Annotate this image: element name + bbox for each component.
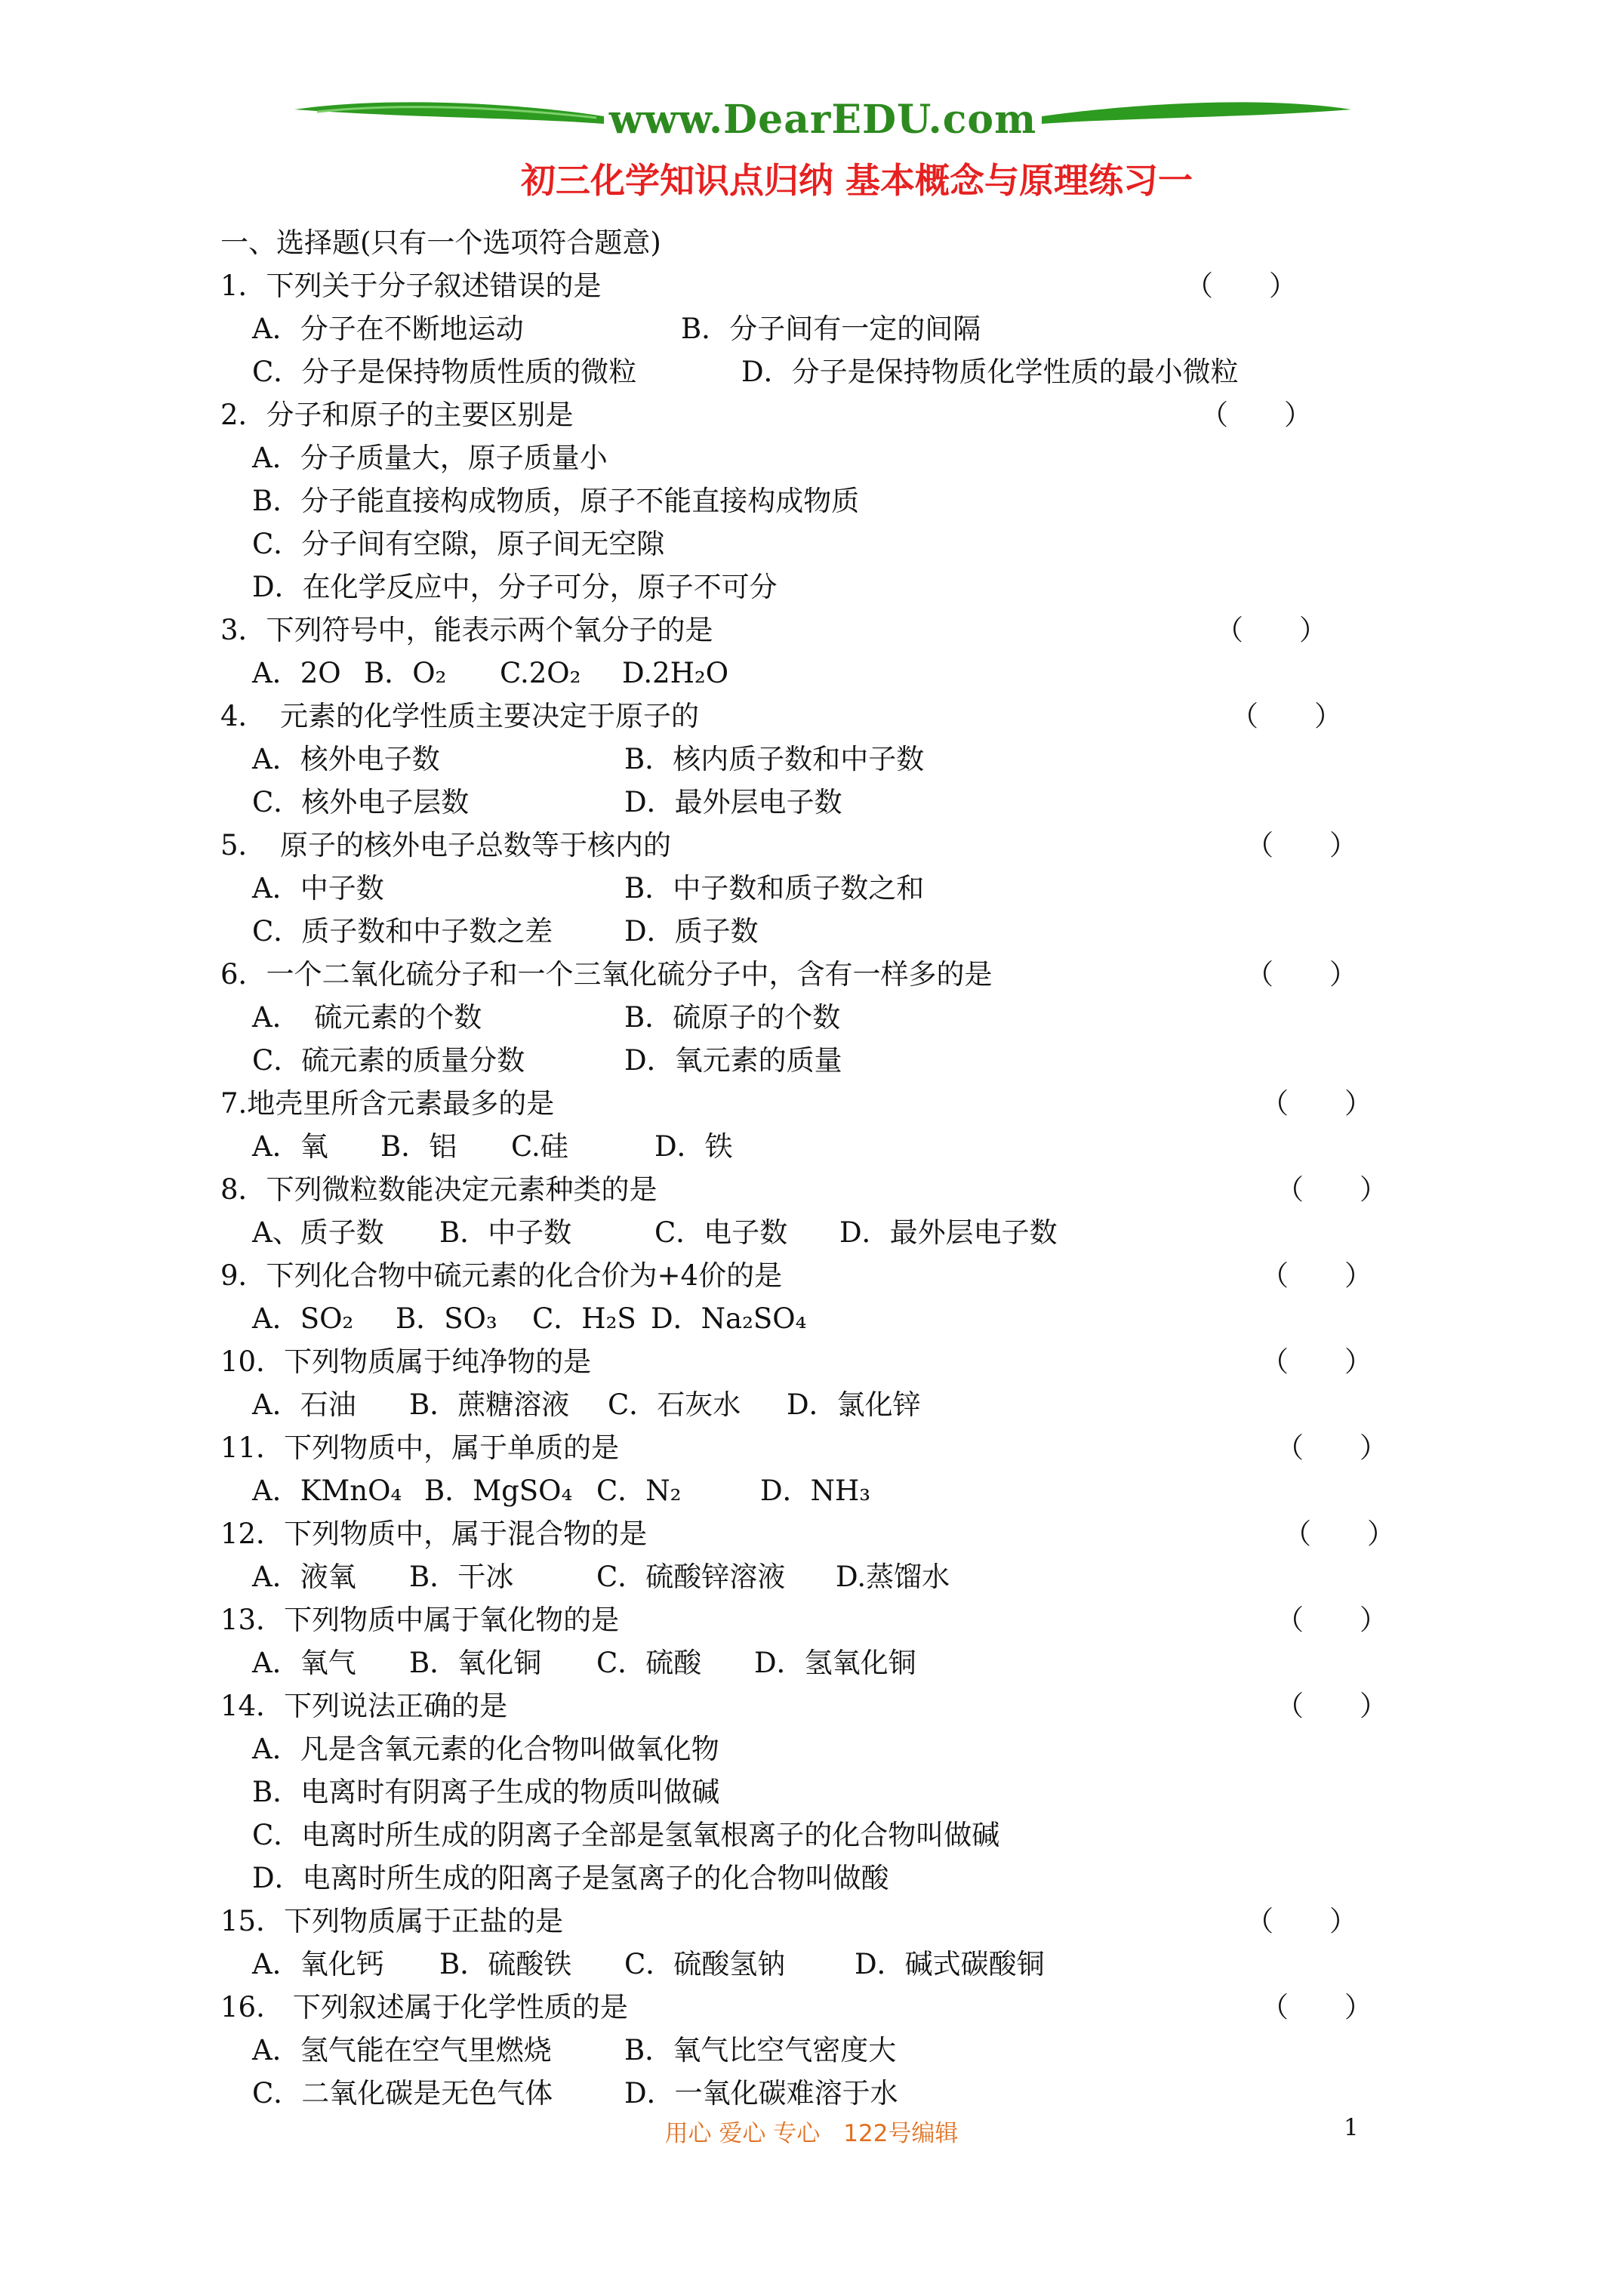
option: D．一氧化碳难溶于水 — [624, 2077, 898, 2110]
answer-blank: （ ） — [1276, 1432, 1387, 1464]
option: A．SO₂ — [252, 1302, 354, 1335]
option-row — [220, 1211, 1413, 1254]
option: C．N₂ — [596, 1475, 682, 1507]
question-stem: 12．下列物质中，属于混合物的是 — [220, 1518, 648, 1550]
option: D．最外层电子数 — [839, 1216, 1058, 1249]
option-row — [220, 479, 1413, 522]
question-stem: 5． 原子的核外电子总数等于核内的 — [220, 829, 672, 861]
option-row — [220, 738, 1413, 781]
option: A．氢气能在空气里燃烧 — [252, 2034, 552, 2066]
option: A． 硫元素的个数 — [252, 1001, 482, 1034]
question-stem: 16. 下列叙述属于化学性质的是 — [220, 1991, 628, 2023]
option: A．凡是含氧元素的化合物叫做氧化物 — [252, 1733, 719, 1765]
answer-blank: （ ） — [1276, 1173, 1387, 1206]
option: C．质子数和中子数之差 — [252, 915, 553, 948]
option-row — [220, 1555, 1413, 1598]
option: C．电子数 — [654, 1216, 788, 1249]
option: B．干冰 — [409, 1561, 514, 1593]
option-row — [220, 1039, 1413, 1082]
option-row — [220, 1814, 1413, 1857]
question-8 — [220, 1168, 1413, 1211]
question-stem: 14．下列说法正确的是 — [220, 1690, 508, 1722]
site-name: www.DearEDU.com — [608, 97, 1037, 143]
option: A．氧气 — [252, 1647, 356, 1679]
option: C.2O₂ — [500, 657, 581, 689]
answer-blank: （ ） — [1283, 1518, 1395, 1550]
option: B．硫酸铁 — [439, 1948, 572, 1980]
option-row — [220, 436, 1413, 479]
option: A．氧化钙 — [252, 1948, 384, 1980]
option: C．硫酸氢钠 — [624, 1948, 786, 1980]
option: A、质子数 — [252, 1216, 384, 1249]
option: B．铝 — [380, 1130, 457, 1163]
page-title: 初三化学知识点归纳 基本概念与原理练习一 — [521, 160, 1193, 201]
option-row — [220, 307, 1413, 350]
question-4 — [220, 695, 1413, 738]
section-heading: 一、选择题(只有一个选项符合题意) — [220, 227, 661, 259]
option: B．分子能直接构成物质，原子不能直接构成物质 — [252, 485, 860, 517]
question-6 — [220, 953, 1413, 996]
option: C．分子间有空隙，原子间无空隙 — [252, 528, 665, 560]
answer-blank: （ ） — [1246, 958, 1357, 991]
question-10 — [220, 1340, 1413, 1383]
question-stem: 1．下列关于分子叙述错误的是 — [220, 270, 602, 302]
option-row — [220, 996, 1413, 1039]
option: B．氧气比空气密度大 — [624, 2034, 897, 2066]
question-3 — [220, 609, 1413, 652]
option-row — [220, 2029, 1413, 2072]
question-stem: 7.地壳里所含元素最多的是 — [220, 1087, 555, 1120]
option: D.蒸馏水 — [836, 1561, 950, 1593]
question-2 — [220, 393, 1413, 436]
option: B．中子数 — [439, 1216, 572, 1249]
question-stem: 3．下列符号中，能表示两个氧分子的是 — [220, 614, 713, 646]
question-stem: 15．下列物质属于正盐的是 — [220, 1905, 564, 1937]
option: B．硫原子的个数 — [624, 1001, 841, 1034]
option-row — [220, 2072, 1413, 2115]
answer-blank: （ ） — [1261, 1991, 1372, 2023]
option: D．碱式碳酸铜 — [855, 1948, 1045, 1980]
option-row — [220, 1297, 1413, 1340]
option-row — [220, 1125, 1413, 1168]
question-14 — [220, 1684, 1413, 1727]
option-row — [220, 1857, 1413, 1900]
option: C．硫酸 — [596, 1647, 702, 1679]
option: D．Na₂SO₄ — [651, 1302, 807, 1335]
option-row — [220, 350, 1413, 393]
site-banner — [287, 91, 1359, 159]
option: B．核内质子数和中子数 — [624, 743, 925, 775]
option: A．氧 — [252, 1130, 328, 1163]
option: C．H₂S — [532, 1302, 636, 1335]
answer-blank: （ ） — [1261, 1345, 1372, 1378]
option: A．中子数 — [252, 872, 384, 905]
question-15 — [220, 1900, 1413, 1943]
option: A．核外电子数 — [252, 743, 440, 775]
option-row — [220, 652, 1413, 695]
option: D．铁 — [654, 1130, 733, 1163]
answer-blank: （ ） — [1246, 829, 1357, 861]
question-stem: 8．下列微粒数能决定元素种类的是 — [220, 1173, 658, 1206]
option-row — [220, 910, 1413, 953]
question-16 — [220, 1986, 1413, 2029]
option: A．石油 — [252, 1388, 356, 1421]
question-12 — [220, 1512, 1413, 1555]
option-row — [220, 1641, 1413, 1684]
question-stem: 13．下列物质中属于氧化物的是 — [220, 1604, 620, 1636]
option: C．硫元素的质量分数 — [252, 1044, 525, 1077]
answer-blank: （ ） — [1261, 1087, 1372, 1120]
option-row — [220, 1727, 1413, 1771]
option: B．MgSO₄ — [424, 1475, 573, 1507]
page-number: 1 — [1344, 2114, 1359, 2141]
option: D．氧元素的质量 — [624, 1044, 842, 1077]
question-7 — [220, 1082, 1413, 1125]
option: A．2O — [252, 657, 341, 689]
answer-blank: （ ） — [1230, 700, 1342, 732]
option-row — [220, 1383, 1413, 1426]
option-row — [220, 867, 1413, 910]
option-row — [220, 566, 1413, 609]
option-row — [220, 1771, 1413, 1814]
option: C．电离时所生成的阴离子全部是氢氧根离子的化合物叫做碱 — [252, 1819, 1000, 1851]
footer-text: 用心 爱心 专心 122号编辑 — [664, 2120, 959, 2147]
option: A．分子在不断地运动 — [252, 313, 524, 345]
option: D．NH₃ — [760, 1475, 871, 1507]
question-11 — [220, 1426, 1413, 1469]
option: D．电离时所生成的阳离子是氢离子的化合物叫做酸 — [252, 1862, 889, 1894]
option: D．在化学反应中，分子可分，原子不可分 — [252, 571, 778, 603]
option: B．中子数和质子数之和 — [624, 872, 925, 905]
option-row — [220, 1943, 1413, 1986]
option: D．氯化锌 — [787, 1388, 921, 1421]
option: B．分子间有一定的间隔 — [681, 313, 981, 345]
option: C.硅 — [511, 1130, 568, 1163]
answer-blank: （ ） — [1185, 270, 1297, 302]
option-row — [220, 781, 1413, 824]
question-9 — [220, 1254, 1413, 1297]
option: C．石灰水 — [608, 1388, 741, 1421]
question-stem: 2．分子和原子的主要区别是 — [220, 399, 574, 431]
answer-blank: （ ） — [1246, 1905, 1357, 1937]
question-stem: 10．下列物质属于纯净物的是 — [220, 1345, 592, 1378]
option: A．分子质量大，原子质量小 — [252, 442, 608, 474]
option: C．硫酸锌溶液 — [596, 1561, 786, 1593]
question-13 — [220, 1598, 1413, 1641]
answer-blank: （ ） — [1200, 399, 1312, 431]
option: D.2H₂O — [622, 657, 729, 689]
option: C．分子是保持物质性质的微粒 — [252, 356, 637, 388]
question-stem: 9．下列化合物中硫元素的化合价为+4价的是 — [220, 1259, 783, 1292]
question-list — [220, 221, 1413, 2115]
option: A．液氧 — [252, 1561, 356, 1593]
answer-blank: （ ） — [1276, 1604, 1387, 1636]
option: B．SO₃ — [396, 1302, 497, 1335]
answer-blank: （ ） — [1276, 1690, 1387, 1722]
question-stem: 11．下列物质中，属于单质的是 — [220, 1432, 620, 1464]
option-row — [220, 1469, 1413, 1512]
option: B．氧化铜 — [409, 1647, 542, 1679]
option: D．最外层电子数 — [624, 786, 842, 818]
answer-blank: （ ） — [1261, 1259, 1372, 1292]
answer-blank: （ ） — [1215, 614, 1327, 646]
option: D．质子数 — [624, 915, 759, 948]
option: C．核外电子层数 — [252, 786, 470, 818]
option: B．电离时有阴离子生成的物质叫做碱 — [252, 1776, 720, 1808]
option: B．O₂ — [364, 657, 447, 689]
option: D．分子是保持物质化学性质的最小微粒 — [741, 356, 1239, 388]
option: C．二氧化碳是无色气体 — [252, 2077, 553, 2110]
option: D．氢氧化铜 — [754, 1647, 916, 1679]
question-5 — [220, 824, 1413, 867]
option-row — [220, 522, 1413, 566]
question-stem: 6．一个二氧化硫分子和一个三氧化硫分子中，含有一样多的是 — [220, 958, 993, 991]
option: A．KMnO₄ — [252, 1475, 402, 1507]
question-1 — [220, 264, 1413, 307]
option: B．蔗糖溶液 — [409, 1388, 570, 1421]
question-stem: 4． 元素的化学性质主要决定于原子的 — [220, 700, 700, 732]
